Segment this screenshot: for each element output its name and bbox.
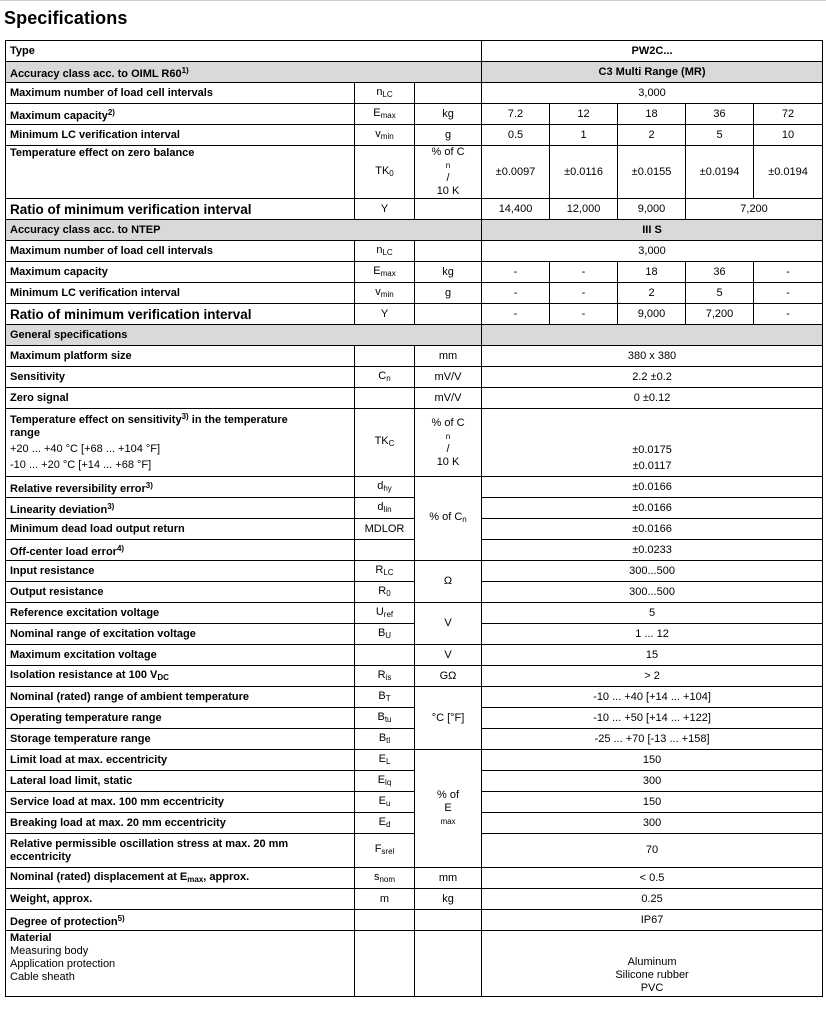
row-symbol: $R_{is}$	[355, 666, 415, 687]
cell-value: -	[754, 304, 823, 325]
row-unit	[415, 910, 482, 931]
table-row	[6, 603, 823, 624]
row-label: Nominal (rated) displacement at $E_{max}$, approx.	[6, 868, 355, 889]
cell-value: 7,200	[686, 199, 823, 220]
cell-value: -	[482, 262, 550, 283]
row-label: Weight, approx.	[6, 889, 355, 910]
row-symbol: $n_{LC}$	[355, 83, 415, 104]
table-row	[6, 750, 823, 771]
row-symbol: $d_{lin}$	[355, 498, 415, 519]
row-label: Nominal range of excitation voltage	[6, 624, 355, 645]
table-row	[6, 834, 823, 868]
row-value: 0.25	[482, 889, 823, 910]
row-label: Zero signal	[6, 388, 355, 409]
cell-value: -	[550, 283, 618, 304]
cell-value: -	[754, 262, 823, 283]
cell-value: 5	[686, 125, 754, 146]
table-row	[6, 477, 823, 498]
table-row	[6, 346, 823, 367]
row-label: Temperature effect on sensitivity$^{3)}$ in the temperature range +20 ... +40 °C [+68 ... +104 °F] -10 ... +20 °C [+14 ... +68 °F]	[6, 409, 355, 477]
row-unit: g	[415, 283, 482, 304]
row-symbol: $B_{tl}$	[355, 729, 415, 750]
row-label: Relative reversibility error$^{3)}$	[6, 477, 355, 498]
row-value: 150	[482, 792, 823, 813]
section-value	[482, 325, 823, 346]
row-value: ±0.0233	[482, 540, 823, 561]
range-2: -10 ... +20 °C [+14 ... +68 °F]	[10, 459, 152, 471]
row-unit	[415, 83, 482, 104]
row-label: Lateral load limit, static	[6, 771, 355, 792]
table-row	[6, 910, 823, 931]
row-symbol: Y	[355, 199, 415, 220]
row-symbol: $TK_0$	[355, 146, 415, 199]
row-label: Minimum LC verification interval	[6, 125, 355, 146]
row-label: Breaking load at max. 20 mm eccentricity	[6, 813, 355, 834]
section-label: General specifications	[6, 325, 482, 346]
cell-value: 36	[686, 262, 754, 283]
row-unit: Ω	[415, 561, 482, 603]
row-symbol: MDLOR	[355, 519, 415, 540]
row-value: > 2	[482, 666, 823, 687]
row-value: 3,000	[482, 83, 823, 104]
row-label: Input resistance	[6, 561, 355, 582]
row-symbol: $E_{max}$	[355, 262, 415, 283]
row-value: ±0.0166	[482, 498, 823, 519]
row-symbol: $E_{lq}$	[355, 771, 415, 792]
row-value: IP67	[482, 910, 823, 931]
cell-value: 5	[686, 283, 754, 304]
table-row	[6, 146, 823, 199]
row-unit	[415, 304, 482, 325]
row-symbol: $R_{LC}$	[355, 561, 415, 582]
row-value: 15	[482, 645, 823, 666]
row-value: Aluminum Silicone rubber PVC	[482, 931, 823, 997]
row-label: Ratio of minimum verification interval	[6, 304, 355, 325]
row-unit: V	[415, 645, 482, 666]
table-row	[6, 519, 823, 540]
row-symbol	[355, 931, 415, 997]
row-label: Temperature effect on zero balance	[6, 146, 355, 199]
row-label: Sensitivity	[6, 367, 355, 388]
row-unit: GΩ	[415, 666, 482, 687]
row-value: 380 x 380	[482, 346, 823, 367]
table-row	[6, 792, 823, 813]
table-row	[6, 868, 823, 889]
row-symbol: $E_d$	[355, 813, 415, 834]
row-unit: % of $C_n$	[415, 477, 482, 561]
cell-value: 2	[618, 283, 686, 304]
row-unit: % of E max	[415, 750, 482, 868]
specifications-table	[5, 40, 823, 997]
row-symbol	[355, 910, 415, 931]
row-value: 300...500	[482, 561, 823, 582]
row-symbol: $U_{ref}$	[355, 603, 415, 624]
table-row	[6, 540, 823, 561]
table-row	[6, 687, 823, 708]
row-label: Relative permissible oscillation stress at max. 20 mm eccentricity	[6, 834, 355, 868]
table-row	[6, 388, 823, 409]
section-header-general	[6, 325, 823, 346]
table-row	[6, 199, 823, 220]
table-row	[6, 561, 823, 582]
row-unit: °C [°F]	[415, 687, 482, 750]
row-symbol: $B_U$	[355, 624, 415, 645]
row-unit: kg	[415, 104, 482, 125]
cell-value: 7.2	[482, 104, 550, 125]
cell-value: -	[754, 283, 823, 304]
row-value: -10 ... +50 [+14 ... +122]	[482, 708, 823, 729]
cell-value: 9,000	[618, 304, 686, 325]
row-label: Material Measuring body Application protection Cable sheath	[6, 931, 355, 997]
table-row	[6, 304, 823, 325]
row-label: Service load at max. 100 mm eccentricity	[6, 792, 355, 813]
row-symbol: Y	[355, 304, 415, 325]
cell-value: 72	[754, 104, 823, 125]
row-symbol: $v_{min}$	[355, 283, 415, 304]
table-row	[6, 771, 823, 792]
row-unit: mm	[415, 346, 482, 367]
section-label: Accuracy class acc. to NTEP	[6, 220, 482, 241]
row-unit: kg	[415, 889, 482, 910]
row-label: Maximum capacity	[6, 262, 355, 283]
table-row	[6, 125, 823, 146]
row-value: ±0.0175 ±0.0117	[482, 409, 823, 477]
accuracy-class-value: III S	[482, 220, 823, 241]
row-symbol	[355, 540, 415, 561]
row-symbol: $n_{LC}$	[355, 241, 415, 262]
page-title: Specifications	[4, 8, 128, 28]
row-symbol: $TK_C$	[355, 409, 415, 477]
row-unit: V	[415, 603, 482, 645]
row-symbol: $s_{nom}$	[355, 868, 415, 889]
row-unit: kg	[415, 262, 482, 283]
row-unit: % of C n / 10 K	[415, 146, 482, 199]
row-label: Nominal (rated) range of ambient temperature	[6, 687, 355, 708]
row-label: Minimum LC verification interval	[6, 283, 355, 304]
row-symbol: $F_{srel}$	[355, 834, 415, 868]
row-value: ±0.0166	[482, 477, 823, 498]
row-symbol: $v_{min}$	[355, 125, 415, 146]
table-row	[6, 645, 823, 666]
cell-value: 36	[686, 104, 754, 125]
cell-value: 12,000	[550, 199, 618, 220]
table-row	[6, 498, 823, 519]
cell-value: 1	[550, 125, 618, 146]
row-label: Maximum capacity$^{2)}$	[6, 104, 355, 125]
row-value: 3,000	[482, 241, 823, 262]
row-label: Maximum number of load cell intervals	[6, 83, 355, 104]
row-symbol: $C_n$	[355, 367, 415, 388]
table-row	[6, 666, 823, 687]
row-unit: % of C n / 10 K	[415, 409, 482, 477]
row-label: Storage temperature range	[6, 729, 355, 750]
table-row	[6, 582, 823, 603]
row-symbol: $d_{hy}$	[355, 477, 415, 498]
row-unit: mV/V	[415, 388, 482, 409]
row-label: Off-center load error$^{4)}$	[6, 540, 355, 561]
row-label: Linearity deviation$^{3)}$	[6, 498, 355, 519]
cell-value: 7,200	[686, 304, 754, 325]
type-value: PW2C...	[482, 41, 823, 62]
row-symbol: $B_{tu}$	[355, 708, 415, 729]
accuracy-class-value: C3 Multi Range (MR)	[482, 62, 823, 83]
cell-value: 18	[618, 262, 686, 283]
top-divider	[0, 0, 826, 1]
row-label: Degree of protection$^{5)}$	[6, 910, 355, 931]
row-unit: mm	[415, 868, 482, 889]
row-unit: mV/V	[415, 367, 482, 388]
row-symbol: $B_T$	[355, 687, 415, 708]
row-symbol: $E_{max}$	[355, 104, 415, 125]
row-value: 300	[482, 813, 823, 834]
cell-value: ±0.0194	[686, 146, 754, 199]
row-value: 1 ... 12	[482, 624, 823, 645]
row-label: Limit load at max. eccentricity	[6, 750, 355, 771]
row-symbol: $E_L$	[355, 750, 415, 771]
cell-value: 14,400	[482, 199, 550, 220]
table-row	[6, 83, 823, 104]
cell-value: 0.5	[482, 125, 550, 146]
row-value: < 0.5	[482, 868, 823, 889]
section-label: Accuracy class acc. to OIML R60$^{1)}$	[6, 62, 482, 83]
table-row	[6, 729, 823, 750]
row-unit	[415, 241, 482, 262]
table-row	[6, 367, 823, 388]
cell-value: ±0.0155	[618, 146, 686, 199]
cell-value: 9,000	[618, 199, 686, 220]
cell-value: 10	[754, 125, 823, 146]
row-symbol: m	[355, 889, 415, 910]
table-row	[6, 889, 823, 910]
row-value: 300	[482, 771, 823, 792]
table-row	[6, 283, 823, 304]
row-symbol: $R_0$	[355, 582, 415, 603]
table-row	[6, 104, 823, 125]
row-symbol	[355, 645, 415, 666]
row-unit	[415, 931, 482, 997]
row-value: ±0.0166	[482, 519, 823, 540]
row-value: 0 ±0.12	[482, 388, 823, 409]
cell-value: -	[550, 262, 618, 283]
row-symbol	[355, 346, 415, 367]
row-label: Operating temperature range	[6, 708, 355, 729]
row-label: Maximum platform size	[6, 346, 355, 367]
table-row	[6, 931, 823, 997]
cell-value: 12	[550, 104, 618, 125]
type-label: Type	[6, 41, 482, 62]
row-label: Output resistance	[6, 582, 355, 603]
section-header-ntep	[6, 220, 823, 241]
cell-value: -	[482, 283, 550, 304]
table-row	[6, 409, 823, 477]
table-row	[6, 241, 823, 262]
table-row	[6, 708, 823, 729]
cell-value: 18	[618, 104, 686, 125]
table-row	[6, 624, 823, 645]
row-label: Maximum excitation voltage	[6, 645, 355, 666]
cell-value: ±0.0097	[482, 146, 550, 199]
cell-value: ±0.0194	[754, 146, 823, 199]
row-label: Reference excitation voltage	[6, 603, 355, 624]
cell-value: ±0.0116	[550, 146, 618, 199]
row-label: Isolation resistance at 100 $V_{DC}$	[6, 666, 355, 687]
row-value: 300...500	[482, 582, 823, 603]
row-unit: g	[415, 125, 482, 146]
table-row	[6, 813, 823, 834]
cell-value: 2	[618, 125, 686, 146]
row-unit	[415, 199, 482, 220]
table-row	[6, 41, 823, 62]
row-value: 70	[482, 834, 823, 868]
cell-value: -	[550, 304, 618, 325]
range-1: +20 ... +40 °C [+68 ... +104 °F]	[10, 443, 161, 455]
row-value: 150	[482, 750, 823, 771]
row-label: Ratio of minimum verification interval	[6, 199, 355, 220]
row-symbol	[355, 388, 415, 409]
row-value: -25 ... +70 [-13 ... +158]	[482, 729, 823, 750]
section-header-oiml	[6, 62, 823, 83]
row-value: 2.2 ±0.2	[482, 367, 823, 388]
table-row	[6, 262, 823, 283]
row-value: -10 ... +40 [+14 ... +104]	[482, 687, 823, 708]
cell-value: -	[482, 304, 550, 325]
row-label: Maximum number of load cell intervals	[6, 241, 355, 262]
row-label: Minimum dead load output return	[6, 519, 355, 540]
row-value: 5	[482, 603, 823, 624]
row-symbol: $E_u$	[355, 792, 415, 813]
